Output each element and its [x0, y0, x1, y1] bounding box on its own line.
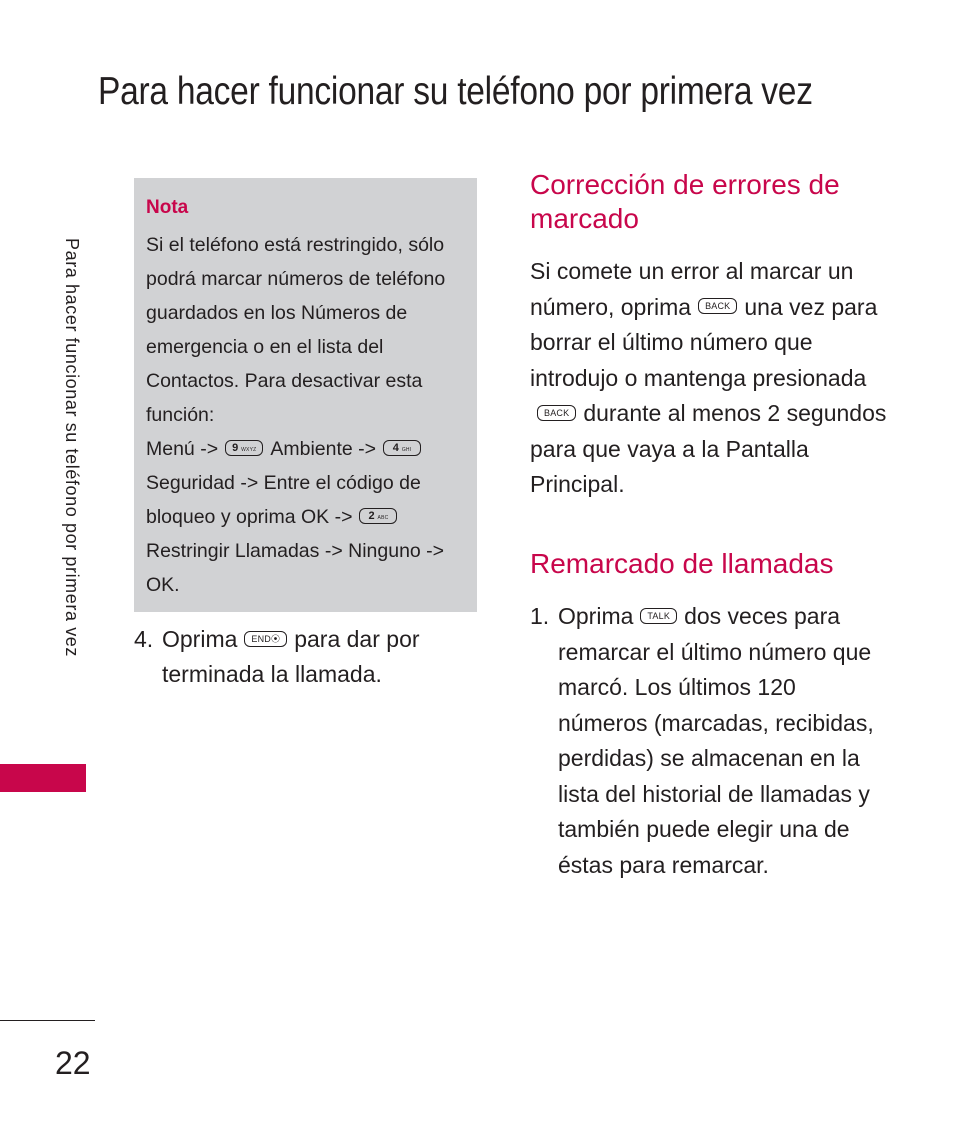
note-menu-path: [146, 432, 465, 602]
key-9-icon: 9 WXYZ: [225, 440, 263, 456]
menu-seguridad: Seguridad -> Entre el código de bloqueo y oprima OK ->: [146, 472, 421, 528]
menu-restringir: Restringir Llamadas -> Ninguno -> OK.: [146, 540, 445, 596]
end-key-icon: END⦿: [244, 631, 287, 647]
page-number: 22: [55, 1045, 91, 1081]
correccion-text-b: una vez para borrar el último número que introdujo o mantenga presionada: [530, 293, 878, 391]
key-4-icon: 4 GHI: [383, 440, 421, 456]
note-box: [134, 178, 477, 612]
section-heading-correccion: Corrección de errores de marcado: [530, 169, 840, 234]
page-title: Para hacer funcionar su teléfono por primera vez: [98, 70, 813, 113]
correccion-text-c: durante al menos 2 segundos para que vaya a la Pantalla Principal.: [530, 400, 887, 497]
key-2-icon: 2 ABC: [359, 508, 397, 524]
step-number: 1.: [530, 603, 550, 629]
note-body: Si el teléfono está restringido, sólo podrá marcar números de teléfono guardados en los Números de emergencia o en el lista del Contactos. Para desactivar esta función:: [146, 234, 446, 426]
footer-rule: [0, 1020, 95, 1021]
back-key-icon-2: BACK: [537, 405, 576, 421]
menu-prefix: Menú ->: [146, 438, 219, 460]
step-text-before: Oprima: [162, 626, 238, 652]
note-label: Nota: [146, 197, 189, 218]
remarcado-step-1: [530, 599, 890, 883]
step-number: 4.: [134, 626, 154, 652]
step-text-after: para dar por terminada la llamada.: [162, 626, 420, 687]
side-tab-marker: [0, 764, 86, 792]
left-step-4: [134, 622, 454, 692]
back-key-icon: BACK: [698, 298, 737, 314]
section-body-correccion: [530, 254, 890, 503]
remarcado-text-after: dos veces para remarcar el último número que marcó. Los últimos 120 números (marcadas, recibidas, perdidas) se almacenan en la lista del historial de llamadas y también puede elegir una de éstas para remarcar.: [558, 603, 874, 878]
side-tab-label: Para hacer funcionar su teléfono por primera vez: [62, 238, 82, 658]
remarcado-text-before: Oprima: [558, 603, 634, 629]
correccion-text-a: Si comete un error al marcar un número, oprima: [530, 258, 854, 320]
section-heading-remarcado: Remarcado de llamadas: [530, 548, 834, 579]
talk-key-icon: TALK: [640, 608, 677, 624]
menu-ambiente: Ambiente ->: [270, 438, 377, 460]
